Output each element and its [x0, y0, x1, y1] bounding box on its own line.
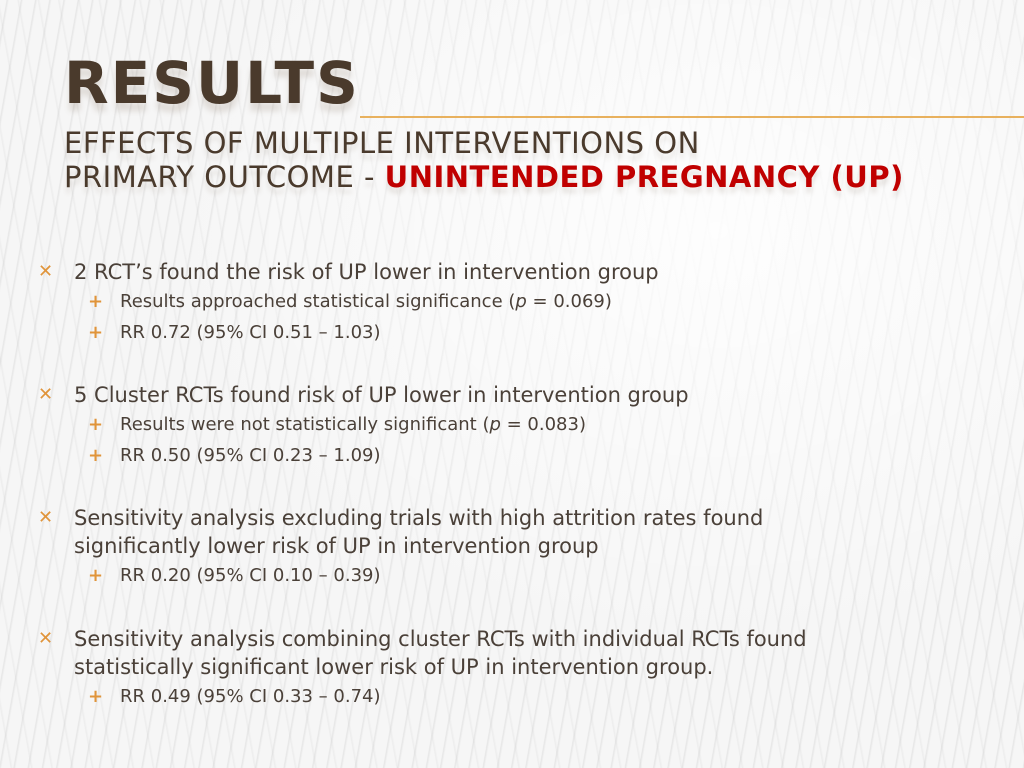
bullet-text-line-1: Sensitivity analysis excluding trials with high attrition rates found: [74, 506, 764, 530]
plus-bullet-icon: +: [88, 686, 104, 707]
bullet-group: [38, 625, 998, 712]
title-block: [64, 50, 1004, 194]
plus-bullet-icon: +: [88, 445, 104, 466]
bullet-text-line-2: significantly lower risk of UP in intervention group: [74, 534, 599, 558]
sub-text-post: = 0.069): [526, 291, 612, 312]
sub-text-pre: RR 0.72 (95% CI 0.51 – 1.03): [120, 322, 381, 343]
list-item: [38, 258, 998, 286]
sub-text-pre: RR 0.49 (95% CI 0.33 – 0.74): [120, 686, 381, 707]
sub-text-italic: p: [515, 291, 527, 312]
subtitle-line-2-prefix: PRIMARY OUTCOME -: [64, 160, 385, 194]
sub-text-pre: RR 0.20 (95% CI 0.10 – 0.39): [120, 565, 381, 586]
bullet-text: 2 RCT’s found the risk of UP lower in intervention group: [74, 260, 659, 284]
bullet-text-line-2: statistically significant lower risk of UP in intervention group.: [74, 655, 714, 679]
sub-text-pre: RR 0.50 (95% CI 0.23 – 1.09): [120, 445, 381, 466]
sub-text-pre: Results approached statistical significance (: [120, 291, 516, 312]
sub-list-item: [38, 409, 998, 440]
cross-bullet-icon: ✕: [38, 507, 54, 528]
sub-list-item: [38, 440, 998, 471]
plus-bullet-icon: +: [88, 565, 104, 586]
page-subtitle: [64, 126, 1004, 194]
plus-bullet-icon: +: [88, 291, 104, 312]
list-item: [38, 381, 998, 409]
plus-bullet-icon: +: [88, 414, 104, 435]
bullet-group: [38, 381, 998, 471]
bullet-list: [38, 258, 998, 741]
subtitle-highlight: UNINTENDED PREGNANCY (UP): [384, 160, 904, 194]
plus-bullet-icon: +: [88, 322, 104, 343]
bullet-group: [38, 258, 998, 348]
sub-list-item: [38, 286, 998, 317]
subtitle-line-2: [64, 160, 1004, 194]
subtitle-line-1: EFFECTS OF MULTIPLE INTERVENTIONS ON: [64, 126, 700, 160]
page-title: RESULTS: [64, 49, 360, 117]
list-item: [38, 504, 998, 560]
cross-bullet-icon: ✕: [38, 628, 54, 649]
bullet-text-line-1: Sensitivity analysis combining cluster RCTs with individual RCTs found: [74, 627, 807, 651]
sub-text-pre: Results were not statistically significant (: [120, 414, 490, 435]
cross-bullet-icon: ✕: [38, 261, 54, 282]
sub-list-item: [38, 560, 998, 591]
bullet-text: 5 Cluster RCTs found risk of UP lower in intervention group: [74, 383, 689, 407]
sub-list-item: [38, 317, 998, 348]
sub-text-italic: p: [489, 414, 501, 435]
list-item: [38, 625, 998, 681]
sub-list-item: [38, 681, 998, 712]
cross-bullet-icon: ✕: [38, 384, 54, 405]
bullet-group: [38, 504, 998, 591]
sub-text-post: = 0.083): [500, 414, 586, 435]
